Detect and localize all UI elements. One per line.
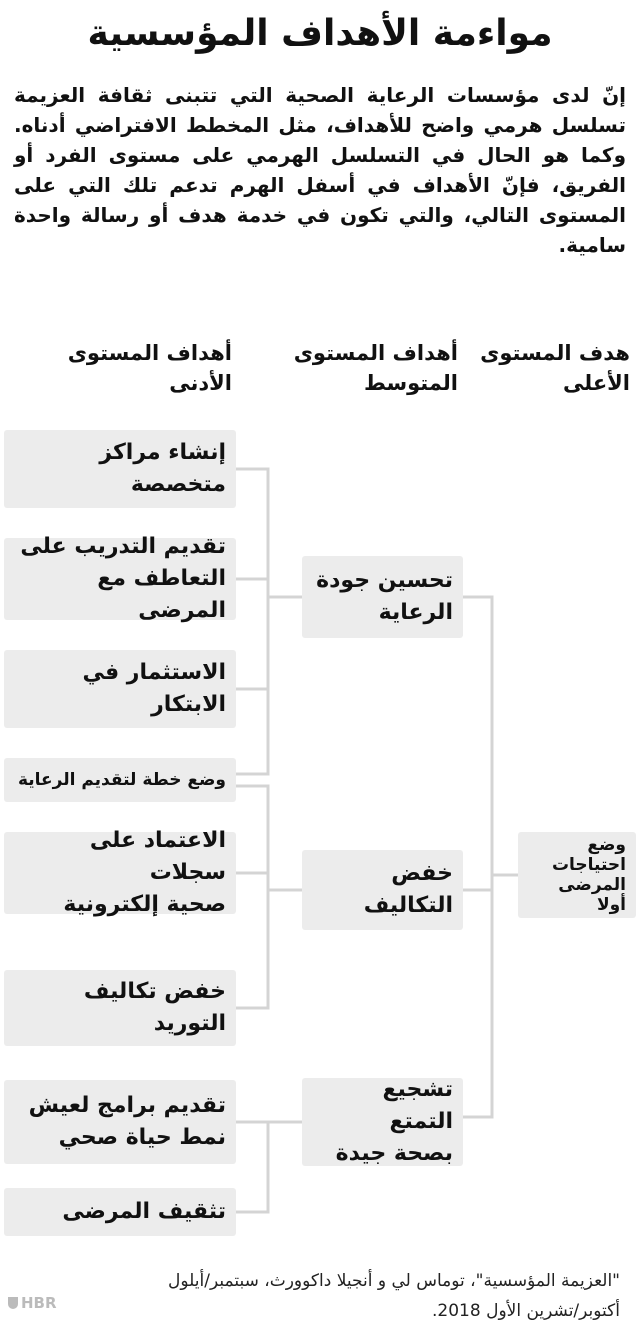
goal-box-lower: الاعتماد على سجلات صحية إلكترونية [4, 832, 236, 914]
goal-box-lower: تقديم برامج لعيش نمط حياة صحي [4, 1080, 236, 1164]
goal-box-lower: وضع خطة لتقديم الرعاية [4, 758, 236, 802]
logo-text: HBR [21, 1294, 57, 1312]
connector-group-top [463, 597, 492, 1117]
goal-box-lower: خفض تكاليف التوريد [4, 970, 236, 1046]
hbr-logo [8, 1294, 57, 1312]
shield-icon [8, 1297, 18, 1309]
connector-group-costs [236, 786, 268, 1008]
column-header-top: هدف المستوى الأعلى [480, 341, 630, 395]
goal-box-middle: تشجيع التمتع بصحة جيدة [302, 1078, 463, 1166]
connector-group-quality [236, 469, 268, 774]
goal-box-top: وضع احتياجات المرضى أولا [518, 832, 636, 918]
goal-box-middle: تحسين جودة الرعاية [302, 556, 463, 638]
intro-paragraph: إنّ لدى مؤسسات الرعاية الصحية التي تتبنى ثقافة العزيمة تسلسل هرمي واضح للأهداف، مثل المخطط الافتراضي أدناه. وكما هو الحال في التسلسل الهرمي على مستوى الفرد أو الفريق، فإنّ الأهداف في أسفل الهرم تدعم تلك التي على المستوى التالي، والتي تكون في خدمة هدف أو رسالة واحدة سامية. [14, 83, 626, 257]
source-citation: "العزيمة المؤسسية"، توماس لي و أنجيلا داكوورث، سبتمبر/أيلول أكتوبر/تشرين الأول 2018. [168, 1271, 620, 1321]
column-header-lower: أهداف المستوى الأدنى [67, 341, 232, 395]
goal-box-lower: تثقيف المرضى [4, 1188, 236, 1236]
goal-box-lower: تقديم التدريب على التعاطف مع المرضى [4, 538, 236, 620]
connector-group-health [236, 1122, 268, 1212]
page-title: مواءمة الأهداف المؤسسية [87, 13, 553, 54]
goal-box-lower: الاستثمار في الابتكار [4, 650, 236, 728]
goal-box-lower: إنشاء مراكز متخصصة [4, 430, 236, 508]
goal-box-middle: خفض التكاليف [302, 850, 463, 930]
column-header-middle: أهداف المستوى المتوسط [293, 341, 458, 395]
